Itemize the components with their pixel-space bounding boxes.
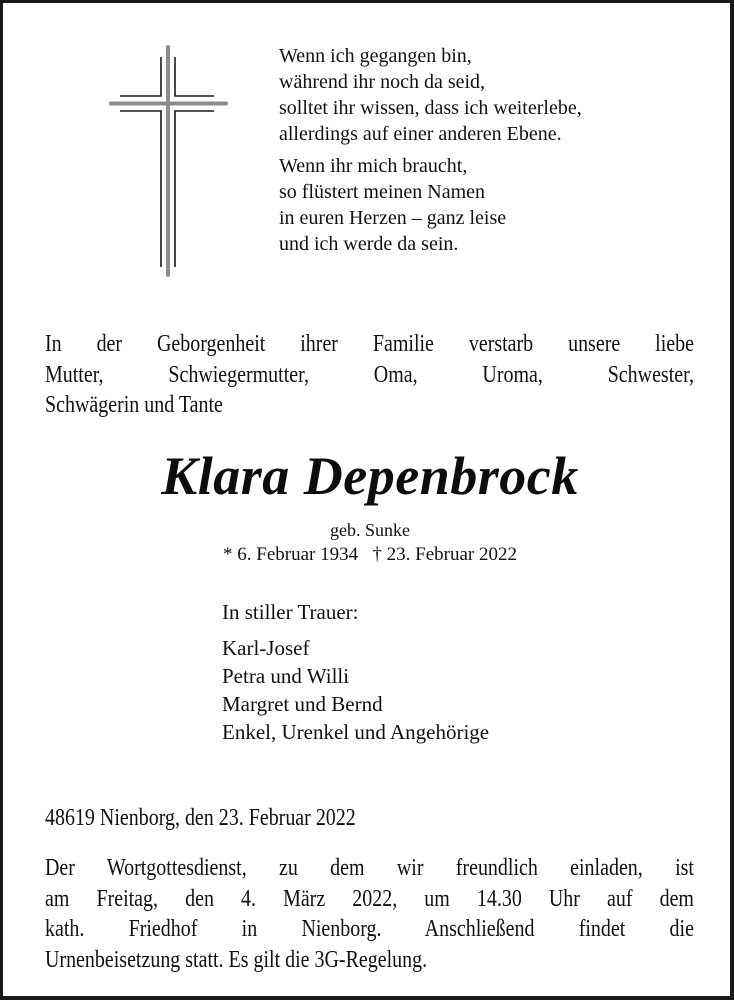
mourner: Margret und Bernd xyxy=(222,692,383,716)
poem-line: Wenn ihr mich braucht, xyxy=(279,155,468,177)
mourners-list xyxy=(222,598,489,746)
poem-line: und ich werde da sein. xyxy=(279,233,459,255)
birth-date: * 6. Februar 1934 xyxy=(223,544,359,565)
poem-line: allerdings auf einer anderen Ebene. xyxy=(279,123,562,145)
poem-line: in euren Herzen – ganz leise xyxy=(279,207,507,229)
intro-line: In der Geborgenheit ihrer Familie verstarb unsere liebe xyxy=(45,331,694,357)
service-line: Urnenbeisetzung statt. Es gilt die 3G-Regelung. xyxy=(45,946,428,973)
poem-line: solltet ihr wissen, dass ich weiterlebe, xyxy=(279,97,582,119)
poem-line: Wenn ich gegangen bin, xyxy=(279,45,472,67)
poem-line: während ihr noch da seid, xyxy=(279,71,486,93)
service-line: kath. Friedhof in Nienborg. Anschließend findet die xyxy=(45,916,694,942)
mourner: Karl-Josef xyxy=(222,636,310,660)
poem-line: so flüstert meinen Namen xyxy=(279,181,486,203)
service-paragraph xyxy=(45,853,694,975)
poem xyxy=(279,43,582,257)
life-dates xyxy=(3,543,734,567)
poem-stanza-1 xyxy=(279,43,582,147)
deceased-name: Klara Depenbrock xyxy=(161,446,579,506)
intro-paragraph xyxy=(45,329,694,421)
poem-stanza-2 xyxy=(279,153,582,257)
mourner: Petra und Willi xyxy=(222,664,350,688)
service-line: am Freitag, den 4. März 2022, um 14.30 Uhr auf dem xyxy=(45,885,694,912)
service-line: Der Wortgottesdienst, zu dem wir freundlich einladen, ist xyxy=(45,855,694,881)
death-date: † 23. Februar 2022 xyxy=(372,544,517,565)
mourner: Enkel, Urenkel und Angehörige xyxy=(222,720,490,744)
intro-line: Schwägerin und Tante xyxy=(45,392,223,418)
place-date: 48619 Nienborg, den 23. Februar 2022 xyxy=(45,805,356,831)
maiden-name: geb. Sunke xyxy=(330,520,410,540)
intro-line: Mutter, Schwiegermutter, Oma, Uroma, Schwester, xyxy=(45,361,694,388)
mourners-heading: In stiller Trauer: xyxy=(222,600,359,624)
